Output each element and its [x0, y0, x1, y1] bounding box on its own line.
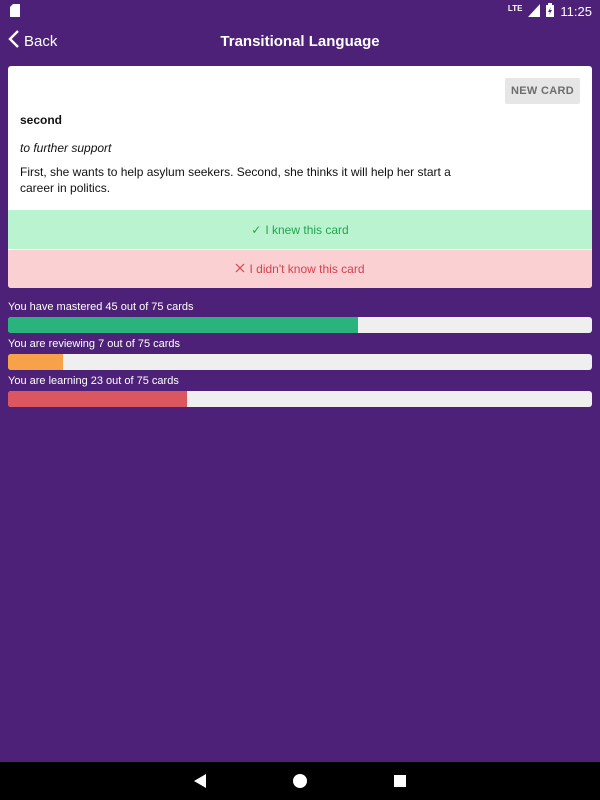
learning-label: You are learning 23 out of 75 cards	[8, 375, 179, 387]
card-example: First, she wants to help asylum seekers. Second, she thinks it will help her start a career in politics.	[20, 165, 451, 195]
clock: 11:25	[560, 4, 592, 19]
reviewing-progress-bar	[8, 354, 592, 370]
page-title: Transitional Language	[220, 33, 380, 50]
new-card-button[interactable]: NEW CARD	[505, 78, 580, 104]
didnt-know-card-label: I didn't know this card	[249, 262, 365, 276]
reviewing-label: You are reviewing 7 out of 75 cards	[8, 338, 181, 350]
mastered-progress-bar	[8, 317, 592, 333]
card-definition: to further support	[20, 141, 112, 155]
close-icon	[235, 262, 245, 276]
mastered-label: You have mastered 45 out of 75 cards	[8, 301, 194, 313]
mastered-progress-fill	[8, 317, 358, 333]
flash-card	[8, 66, 592, 288]
didnt-know-card-button[interactable]	[8, 250, 592, 288]
back-label: Back	[24, 33, 58, 50]
status-icons	[508, 3, 592, 20]
signal-icon	[528, 4, 540, 20]
card-term: second	[20, 113, 63, 127]
nav-back-icon[interactable]	[193, 773, 207, 794]
nav-recents-icon[interactable]	[393, 774, 407, 793]
reviewing-progress-fill	[8, 354, 63, 370]
nav-home-icon[interactable]	[292, 773, 308, 794]
check-icon: ✓	[251, 222, 262, 237]
status-bar	[0, 0, 600, 24]
app-bar	[0, 24, 600, 60]
learning-progress-bar	[8, 391, 592, 407]
sd-card-icon	[10, 4, 20, 22]
knew-card-button[interactable]	[8, 210, 592, 249]
battery-charging-icon	[546, 3, 554, 20]
learning-progress-fill	[8, 391, 187, 407]
system-nav-bar	[0, 762, 600, 800]
knew-card-label: I knew this card	[265, 222, 349, 237]
network-type: LTE	[507, 4, 523, 13]
